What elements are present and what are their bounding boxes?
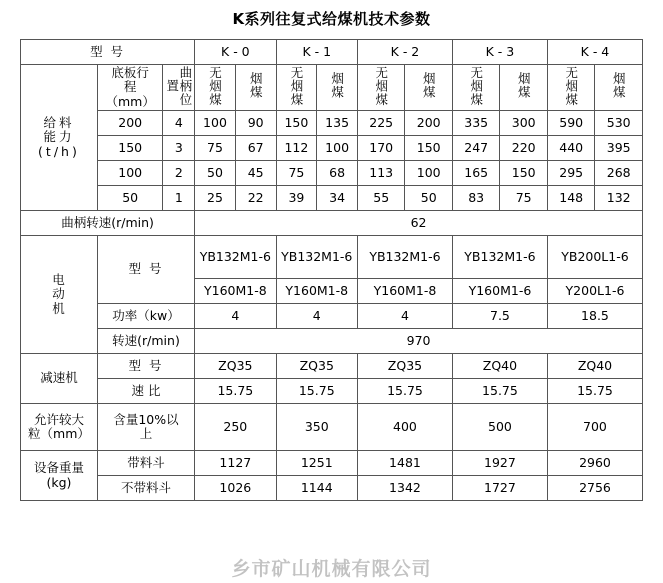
motor-label-line-3: 机 — [52, 300, 66, 316]
reducer-ratio-k1: 15.75 — [276, 379, 357, 404]
capacity-value: 112 — [276, 136, 317, 161]
weight-label-line-1: 设备重量 — [33, 460, 84, 476]
capacity-value: 75 — [500, 186, 548, 211]
coaltype-text: 无烟煤 — [288, 65, 304, 107]
crank-value: 1 — [163, 186, 195, 211]
capacity-value: 247 — [452, 136, 499, 161]
coaltype-k2-anthracite — [357, 65, 404, 111]
motor-power-k2: 4 — [357, 304, 452, 329]
coaltype-text: 烟煤 — [248, 72, 264, 100]
capacity-value: 100 — [195, 111, 236, 136]
capacity-value: 132 — [595, 186, 643, 211]
capacity-value: 67 — [235, 136, 276, 161]
motor-model-alt-k1: Y160M1-8 — [276, 279, 357, 304]
coaltype-text: 烟煤 — [611, 72, 627, 100]
coaltype-k3-bituminous — [500, 65, 548, 111]
capacity-value: 90 — [235, 111, 276, 136]
coaltype-k4-anthracite — [547, 65, 594, 111]
motor-model-k3: YB132M1-6 — [452, 236, 547, 279]
capacity-value: 170 — [357, 136, 404, 161]
specification-table — [20, 39, 643, 501]
motor-model-label: 型 号 — [97, 236, 194, 304]
capacity-value: 295 — [547, 161, 594, 186]
motor-power-k3: 7.5 — [452, 304, 547, 329]
stroke-header-cell — [97, 65, 163, 111]
capacity-value: 68 — [317, 161, 358, 186]
capacity-value: 25 — [195, 186, 236, 211]
crank-header-text: 曲柄位置 — [164, 65, 193, 107]
weight-with-hopper-k0: 1127 — [195, 451, 276, 476]
weight-without-hopper-label: 不带料斗 — [97, 476, 194, 501]
crank-speed-label: 曲柄转速(r/min) — [21, 211, 195, 236]
max-grain-sub-line-2: 上 — [139, 426, 153, 442]
capacity-value: 225 — [357, 111, 404, 136]
capacity-value: 135 — [317, 111, 358, 136]
coaltype-text: 烟煤 — [421, 72, 437, 100]
coaltype-text: 无烟煤 — [207, 65, 223, 107]
weight-with-hopper-k1: 1251 — [276, 451, 357, 476]
model-cell-k0: K - 0 — [195, 40, 276, 65]
weight-with-hopper-k2: 1481 — [357, 451, 452, 476]
reducer-model-k4: ZQ40 — [547, 354, 642, 379]
capacity-value: 22 — [235, 186, 276, 211]
motor-power-k4: 18.5 — [547, 304, 642, 329]
table-row-motor-power — [21, 304, 643, 329]
max-grain-k3: 500 — [452, 404, 547, 451]
table-row — [21, 186, 643, 211]
coaltype-k1-bituminous — [317, 65, 358, 111]
crank-value: 2 — [163, 161, 195, 186]
motor-power-label: 功率（kw） — [97, 304, 194, 329]
capacity-value: 50 — [195, 161, 236, 186]
weight-label-cell — [21, 451, 98, 501]
capacity-value: 150 — [405, 136, 453, 161]
reducer-model-k2: ZQ35 — [357, 354, 452, 379]
capacity-value: 39 — [276, 186, 317, 211]
table-row-reducer-model — [21, 354, 643, 379]
model-cell-k1: K - 1 — [276, 40, 357, 65]
weight-without-hopper-k3: 1727 — [452, 476, 547, 501]
model-label-cell: 型 号 — [21, 40, 195, 65]
capacity-label-line-2: 能力 — [43, 129, 75, 145]
capacity-value: 100 — [405, 161, 453, 186]
coaltype-text: 无烟煤 — [563, 65, 579, 107]
weight-without-hopper-k0: 1026 — [195, 476, 276, 501]
reducer-model-k3: ZQ40 — [452, 354, 547, 379]
capacity-value: 268 — [595, 161, 643, 186]
motor-label-line-1: 电 — [52, 272, 66, 288]
weight-without-hopper-k1: 1144 — [276, 476, 357, 501]
capacity-value: 113 — [357, 161, 404, 186]
max-grain-sub-label — [97, 404, 194, 451]
crank-speed-value: 62 — [195, 211, 643, 236]
crank-value: 3 — [163, 136, 195, 161]
motor-model-k0: YB132M1-6 — [195, 236, 276, 279]
capacity-value: 75 — [195, 136, 236, 161]
reducer-label-cell: 减速机 — [21, 354, 98, 404]
capacity-value: 150 — [500, 161, 548, 186]
coaltype-k2-bituminous — [405, 65, 453, 111]
stroke-value: 100 — [97, 161, 163, 186]
capacity-value: 220 — [500, 136, 548, 161]
stroke-value: 200 — [97, 111, 163, 136]
capacity-value: 335 — [452, 111, 499, 136]
stroke-header-line-3: （mm） — [105, 93, 155, 109]
capacity-value: 148 — [547, 186, 594, 211]
max-grain-k2: 400 — [357, 404, 452, 451]
motor-model-k4: YB200L1-6 — [547, 236, 642, 279]
table-row-coaltype-header — [21, 65, 643, 111]
capacity-value: 150 — [276, 111, 317, 136]
motor-model-k1: YB132M1-6 — [276, 236, 357, 279]
capacity-value: 530 — [595, 111, 643, 136]
motor-model-alt-k0: Y160M1-8 — [195, 279, 276, 304]
crank-header-cell — [163, 65, 195, 111]
stroke-header-line-2: 程 — [123, 79, 137, 95]
coaltype-k0-anthracite — [195, 65, 236, 111]
capacity-value: 165 — [452, 161, 499, 186]
weight-with-hopper-k4: 2960 — [547, 451, 642, 476]
coaltype-text: 烟煤 — [329, 72, 345, 100]
max-grain-k1: 350 — [276, 404, 357, 451]
model-cell-k2: K - 2 — [357, 40, 452, 65]
motor-power-k0: 4 — [195, 304, 276, 329]
coaltype-k1-anthracite — [276, 65, 317, 111]
max-grain-sub-line-1: 含量10%以 — [113, 411, 179, 427]
max-grain-label-line-1: 允许较大 — [33, 411, 84, 427]
max-grain-k4: 700 — [547, 404, 642, 451]
capacity-value: 45 — [235, 161, 276, 186]
reducer-ratio-k2: 15.75 — [357, 379, 452, 404]
motor-model-alt-k4: Y200L1-6 — [547, 279, 642, 304]
capacity-label-line-3: (t/h) — [38, 143, 80, 159]
motor-model-k2: YB132M1-6 — [357, 236, 452, 279]
capacity-label-cell — [21, 65, 98, 211]
reducer-ratio-k4: 15.75 — [547, 379, 642, 404]
crank-value: 4 — [163, 111, 195, 136]
coaltype-k4-bituminous — [595, 65, 643, 111]
table-row-crank-speed — [21, 211, 643, 236]
motor-label-line-2: 动 — [52, 286, 66, 302]
capacity-label-line-1: 给料 — [43, 115, 75, 130]
stroke-header-line-1: 底板行 — [111, 65, 149, 80]
stroke-value: 150 — [97, 136, 163, 161]
weight-without-hopper-k4: 2756 — [547, 476, 642, 501]
table-row-motor-model-1 — [21, 236, 643, 279]
table-row-model-header — [21, 40, 643, 65]
table-row — [21, 136, 643, 161]
model-cell-k4: K - 4 — [547, 40, 642, 65]
page-title: K系列往复式给煤机技术参数 — [232, 10, 431, 28]
table-row — [21, 161, 643, 186]
reducer-model-k0: ZQ35 — [195, 354, 276, 379]
motor-speed-label: 转速(r/min) — [97, 329, 194, 354]
motor-label-cell — [21, 236, 98, 354]
capacity-value: 440 — [547, 136, 594, 161]
capacity-value: 83 — [452, 186, 499, 211]
weight-label-line-2: (kg) — [46, 474, 72, 490]
capacity-value: 200 — [405, 111, 453, 136]
table-row-motor-speed — [21, 329, 643, 354]
stroke-value: 50 — [97, 186, 163, 211]
weight-with-hopper-k3: 1927 — [452, 451, 547, 476]
capacity-value: 50 — [405, 186, 453, 211]
motor-power-k1: 4 — [276, 304, 357, 329]
reducer-model-k1: ZQ35 — [276, 354, 357, 379]
capacity-value: 75 — [276, 161, 317, 186]
motor-speed-value: 970 — [195, 329, 643, 354]
capacity-value: 590 — [547, 111, 594, 136]
capacity-value: 100 — [317, 136, 358, 161]
reducer-model-label: 型 号 — [97, 354, 194, 379]
model-cell-k3: K - 3 — [452, 40, 547, 65]
coaltype-text: 烟煤 — [516, 72, 532, 100]
reducer-ratio-k0: 15.75 — [195, 379, 276, 404]
weight-without-hopper-k2: 1342 — [357, 476, 452, 501]
max-grain-label-line-2: 粒（mm） — [28, 426, 90, 442]
coaltype-text: 无烟煤 — [468, 65, 484, 107]
capacity-value: 395 — [595, 136, 643, 161]
capacity-value: 34 — [317, 186, 358, 211]
table-row-reducer-ratio — [21, 379, 643, 404]
table-row-max-grain — [21, 404, 643, 451]
watermark-text: 乡市矿山机械有限公司 — [231, 558, 432, 580]
coaltype-text: 无烟煤 — [373, 65, 389, 107]
coaltype-k3-anthracite — [452, 65, 499, 111]
max-grain-label-cell — [21, 404, 98, 451]
max-grain-k0: 250 — [195, 404, 276, 451]
motor-model-alt-k2: Y160M1-8 — [357, 279, 452, 304]
reducer-ratio-k3: 15.75 — [452, 379, 547, 404]
reducer-ratio-label: 速 比 — [97, 379, 194, 404]
table-row-weight-with-hopper — [21, 451, 643, 476]
capacity-value: 55 — [357, 186, 404, 211]
capacity-value: 300 — [500, 111, 548, 136]
coaltype-k0-bituminous — [235, 65, 276, 111]
table-row-weight-without-hopper — [21, 476, 643, 501]
motor-model-alt-k3: Y160M1-6 — [452, 279, 547, 304]
weight-with-hopper-label: 带料斗 — [97, 451, 194, 476]
table-row — [21, 111, 643, 136]
